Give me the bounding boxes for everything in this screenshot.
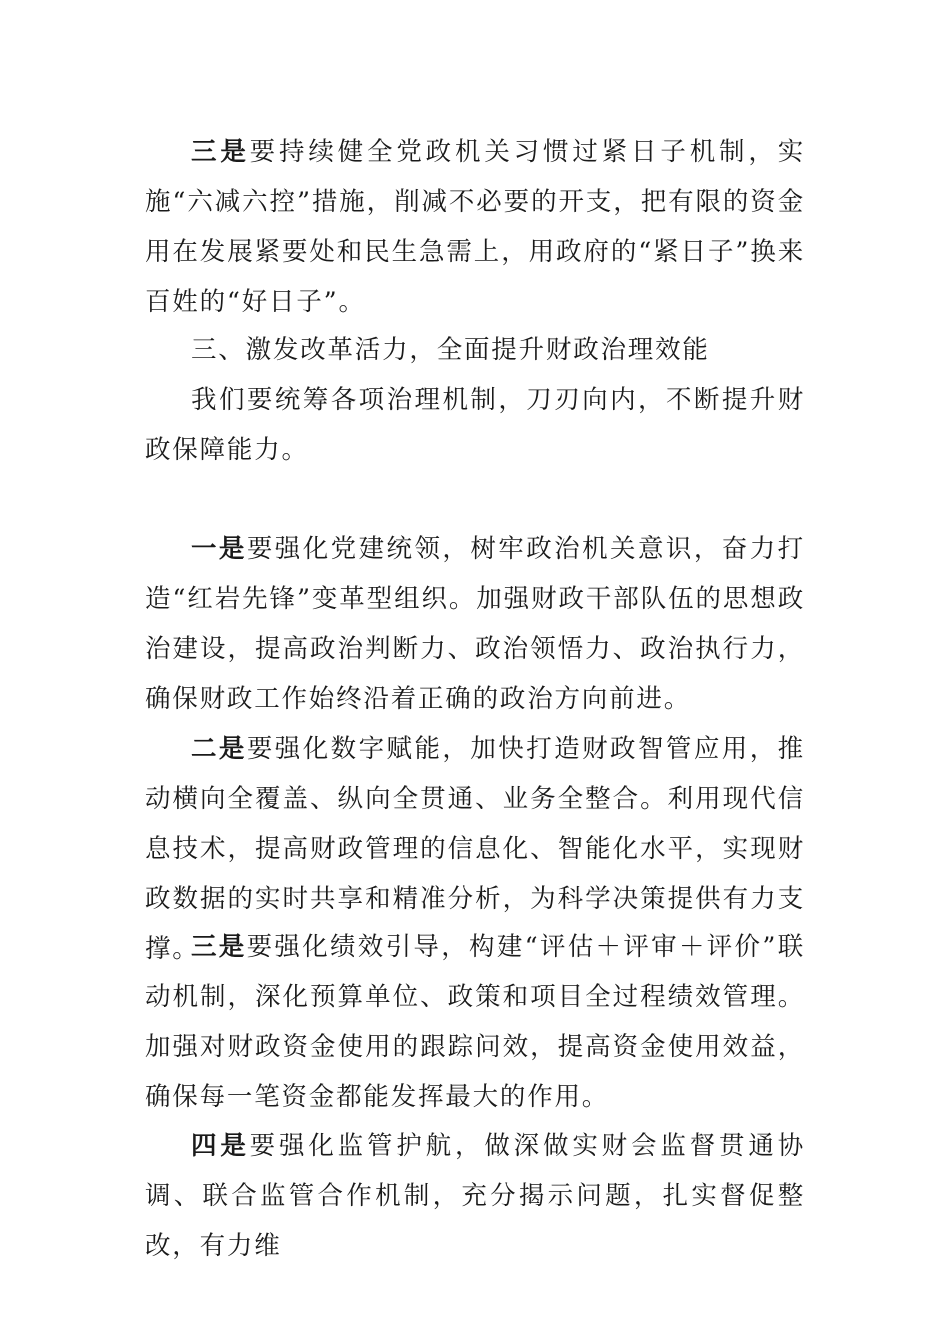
section-heading xyxy=(145,325,805,375)
paragraph-lead: 三是 xyxy=(191,137,250,167)
paragraph-lead: 三是 xyxy=(191,932,247,962)
paragraph-text: 要强化绩效引导，构建“评估＋评审＋评价”联动机制，深化预算单位、政策和项目全过程绩效管理。加强对财政资金使用的跟踪问效，提高资金使用效益，确保每一笔资金都能发挥最大的作用。 xyxy=(145,932,805,1112)
paragraph-austerity xyxy=(145,127,805,327)
paragraph-performance xyxy=(145,922,805,1122)
paragraph-supervision xyxy=(145,1121,805,1271)
paragraph-lead: 二是 xyxy=(191,734,247,764)
paragraph-text: 要强化党建统领，树牢政治机关意识，奋力打造“红岩先锋”变革型组织。加强财政干部队伍的思想政治建设，提高政治判断力、政治领悟力、政治执行力，确保财政工作始终沿着正确的政治方向前进。 xyxy=(145,534,805,714)
paragraph-lead: 一是 xyxy=(191,534,247,564)
section-heading-text: 三、激发改革活力，全面提升财政治理效能 xyxy=(191,335,710,365)
paragraph-text: 要强化监管护航，做深做实财会监督贯通协调、联合监管合作机制，充分揭示问题，扎实督促整改，有力维 xyxy=(145,1131,805,1261)
paragraph-text: 我们要统筹各项治理机制，刀刃向内，不断提升财政保障能力。 xyxy=(145,385,805,465)
paragraph-lead: 四是 xyxy=(191,1131,250,1161)
paragraph-party-building xyxy=(145,524,805,724)
paragraph-text: 要强化数字赋能，加快打造财政智管应用，推动横向全覆盖、纵向全贯通、业务全整合。利用现代信息技术，提高财政管理的信息化、智能化水平，实现财政数据的实时共享和精准分析，为科学决策提供有力支撑。 xyxy=(145,734,805,964)
paragraph-intro xyxy=(145,375,805,475)
paragraph-text: 要持续健全党政机关习惯过紧日子机制，实施“六减六控”措施，削减不必要的开支，把有限的资金用在发展紧要处和民生急需上，用政府的“紧日子”换来百姓的“好日子”。 xyxy=(145,137,805,317)
